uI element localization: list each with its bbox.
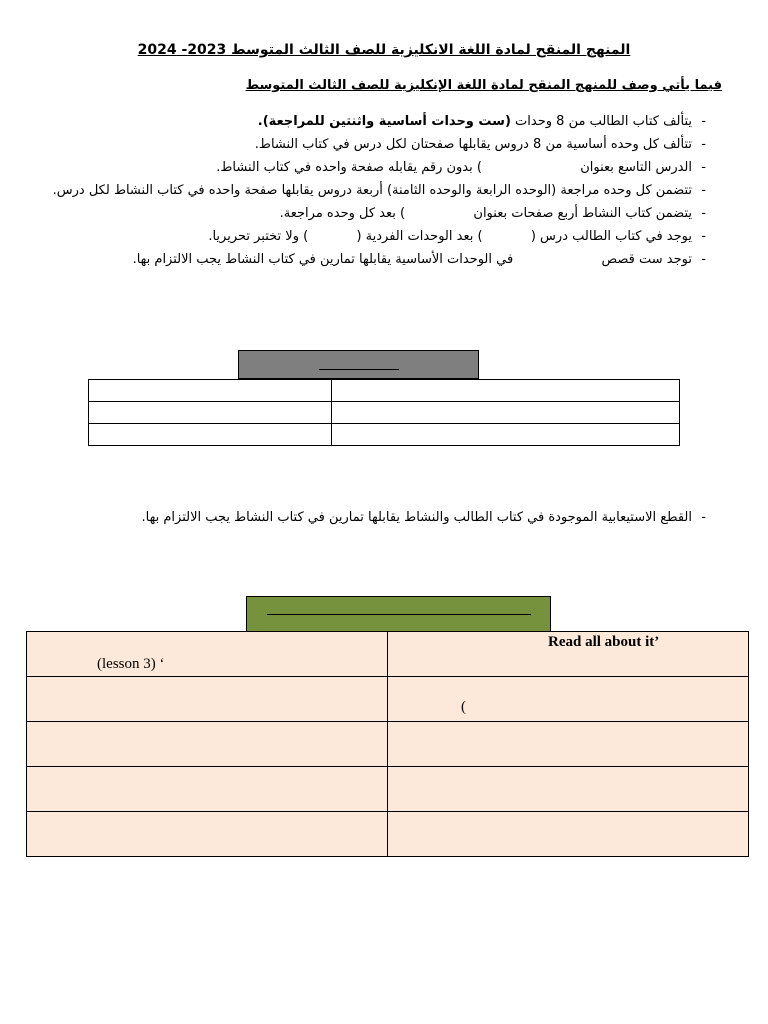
list-item — [42, 133, 692, 156]
table-cell — [89, 402, 332, 424]
table1-header-underline — [319, 369, 399, 370]
table-cell — [332, 424, 680, 446]
lesson-label: (lesson 3) ‘ — [97, 656, 165, 672]
description-list — [42, 110, 692, 271]
list-item-text: يتألف كتاب الطالب من 8 وحدات — [510, 114, 692, 129]
page-title-text: المنهج المنقح لمادة اللغة الانكليزية للصف الثالث المتوسط 2023- 2024 — [137, 42, 631, 58]
table2-header-underline — [267, 614, 531, 615]
list-item — [42, 248, 692, 271]
paren-label: ( — [461, 699, 466, 715]
list-item-text: الدرس التاسع بعنوان — [580, 160, 692, 175]
table-row — [27, 767, 749, 812]
table-row — [89, 402, 680, 424]
table-row — [89, 380, 680, 402]
list-item — [42, 110, 692, 133]
list-item-text-tail: ) ولا تختبر تحريريا. — [208, 229, 309, 244]
list-item-text: تتضمن كل وحده مراجعة (الوحده الرابعة والوحده الثامنة) أربعة دروس يقابلها صفحة واحده في كتاب النشاط لكل درس. — [52, 183, 692, 198]
table-cell — [27, 632, 388, 677]
table-row — [89, 424, 680, 446]
table-cell — [89, 380, 332, 402]
list-item-text-mid: ) بعد الوحدات الفردية ( — [356, 229, 483, 244]
table-cell — [388, 632, 749, 677]
comprehension-note: - القطع الاستيعابية الموجودة في كتاب الطالب والنشاط يقابلها تمارين في كتاب النشاط يجب الالتزام بها. — [142, 510, 692, 525]
list-item-text: تتألف كل وحده أساسية من 8 دروس يقابلها صفحتان لكل درس في كتاب النشاط. — [254, 137, 692, 152]
list-item-text: يتضمن كتاب النشاط أربع صفحات بعنوان — [473, 206, 692, 221]
table-cell — [27, 767, 388, 812]
list-item-text: يوجد في كتاب الطالب درس ( — [530, 229, 692, 244]
table2 — [26, 631, 749, 857]
table-row — [27, 677, 749, 722]
table-cell — [388, 812, 749, 857]
table-cell — [388, 722, 749, 767]
page-subtitle: فيما يأتي وصف للمنهج المنقح لمادة اللغة الإنكليزية للصف الثالث المتوسط — [245, 78, 722, 93]
list-item-text-tail: ) بعد كل وحده مراجعة. — [279, 206, 406, 221]
list-item-text-tail: في الوحدات الأساسية يقابلها تمارين في كتاب النشاط يجب الالتزام بها. — [132, 252, 514, 267]
table-row — [27, 632, 749, 677]
list-item — [42, 202, 692, 225]
table2-header — [246, 596, 551, 632]
table-cell — [388, 767, 749, 812]
table-row — [27, 812, 749, 857]
list-item-text: توجد ست قصص — [601, 252, 692, 267]
table-cell — [89, 424, 332, 446]
table1-header — [238, 350, 479, 379]
table-cell — [27, 812, 388, 857]
table-cell — [27, 677, 388, 722]
list-item-bold-text: (ست وحدات أساسية واثنتين للمراجعة). — [257, 114, 511, 129]
page-title — [0, 42, 768, 58]
list-item — [42, 225, 692, 248]
table-cell — [388, 677, 749, 722]
read-all-about-it-label: Read all about it’ — [548, 634, 660, 650]
table-cell — [332, 402, 680, 424]
list-item — [42, 156, 692, 179]
table-cell — [27, 722, 388, 767]
table-cell — [332, 380, 680, 402]
list-item-text-tail: ) بدون رقم يقابله صفحة واحده في كتاب النشاط. — [216, 160, 482, 175]
table-row — [27, 722, 749, 767]
list-item — [42, 179, 692, 202]
table1 — [88, 379, 680, 446]
